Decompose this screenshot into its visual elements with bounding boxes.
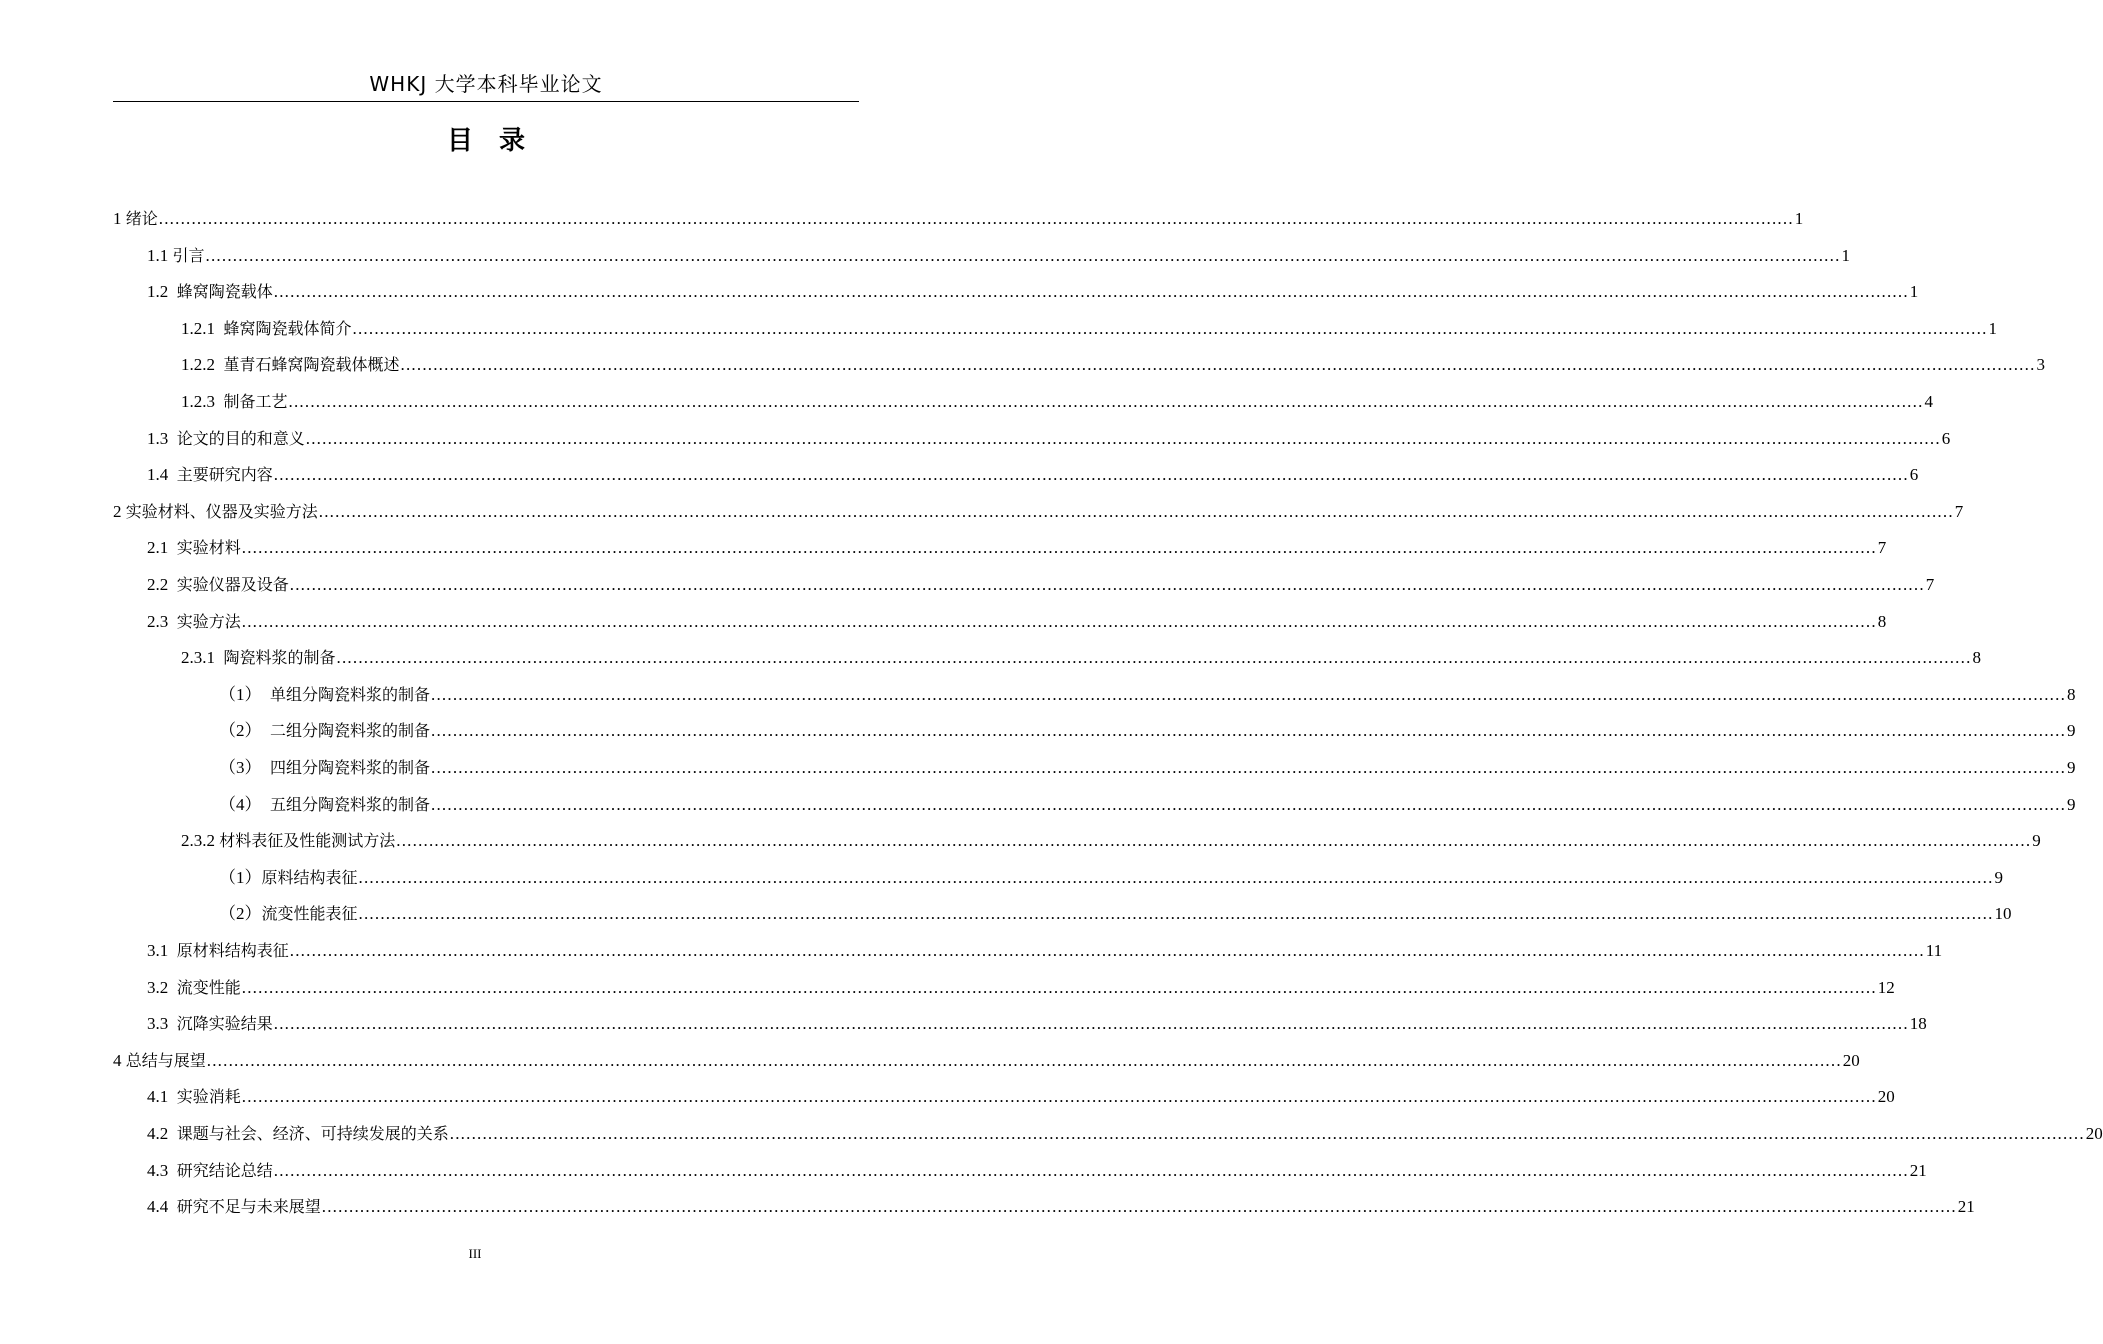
toc-entry-title: 陶瓷料浆的制备 xyxy=(223,648,336,668)
toc-entry-title: 四组分陶瓷料浆的制备 xyxy=(270,758,431,777)
toc-entry[interactable] xyxy=(147,1072,1895,1108)
toc-page-number: 8 xyxy=(1972,648,1982,668)
toc-dot-leader: ............................................................................................................................................................................................................................................................................................................ xyxy=(205,245,1841,265)
toc-dot-leader: ............................................................................................................................................................................................................................................................................................................ xyxy=(305,428,1941,448)
toc-entry-title: 流变性能表征 xyxy=(261,904,358,924)
toc-entry[interactable] xyxy=(147,523,1887,559)
toc-entry-number: （2） xyxy=(219,904,262,924)
toc-page-number: 10 xyxy=(1994,904,2012,924)
toc-entry-label xyxy=(113,501,318,523)
toc-dot-leader: ............................................................................................................................................................................................................................................................................................................ xyxy=(396,831,2032,851)
toc-title xyxy=(113,124,859,158)
toc-entry-number: （1） xyxy=(219,867,262,887)
toc-page-number: 8 xyxy=(2067,684,2076,704)
toc-entry[interactable] xyxy=(147,450,1919,486)
toc-entry-number: 4.4 xyxy=(147,1197,177,1217)
toc-entry[interactable] xyxy=(219,743,2076,779)
toc-entry-title: 总结与展望 xyxy=(125,1050,206,1070)
toc-dot-leader: ............................................................................................................................................................................................................................................................................................................ xyxy=(431,684,2067,704)
toc-page-number: 7 xyxy=(1925,575,1935,594)
toc-entry-title: 实验仪器及设备 xyxy=(176,575,289,594)
toc-entry-label xyxy=(219,867,358,889)
toc-entry[interactable] xyxy=(181,340,2046,376)
toc-entry-label xyxy=(181,391,288,413)
toc-page-number: 21 xyxy=(1909,1160,1927,1180)
toc-entry-label xyxy=(147,281,273,303)
toc-entry-label xyxy=(113,1050,206,1072)
toc-page-number: 20 xyxy=(1842,1050,1860,1070)
toc-entry-title: 研究不足与未来展望 xyxy=(176,1197,321,1217)
toc-entry-title: 绪论 xyxy=(125,209,158,228)
toc-entry[interactable] xyxy=(147,560,1935,596)
toc-entry-title: 制备工艺 xyxy=(223,392,288,411)
toc-entry-title: 主要研究内容 xyxy=(176,465,273,485)
toc-dot-leader: ............................................................................................................................................................................................................................................................................................................ xyxy=(431,721,2067,741)
toc-dot-leader: ............................................................................................................................................................................................................................................................................................................ xyxy=(273,465,1909,485)
toc-page-number: 7 xyxy=(1954,501,1964,521)
toc-dot-leader: ............................................................................................................................................................................................................................................................................................................ xyxy=(431,758,2067,777)
toc-dot-leader: ............................................................................................................................................................................................................................................................................................................ xyxy=(289,575,1925,594)
toc-page-number: 9 xyxy=(2067,794,2076,814)
toc-entry-label xyxy=(219,903,358,925)
toc-page-number: 8 xyxy=(1877,611,1887,631)
toc-page-number: 1 xyxy=(1988,318,1998,338)
toc-entry-label xyxy=(181,318,352,340)
toc-entry-number: 2 xyxy=(113,501,126,521)
toc-entry-label xyxy=(219,794,430,816)
toc-entry[interactable] xyxy=(147,231,1851,267)
toc-entry-title: 沉降实验结果 xyxy=(176,1014,273,1034)
toc-entry[interactable] xyxy=(147,963,1895,999)
toc-title-left: 目 xyxy=(446,126,473,156)
toc-entry-label xyxy=(219,720,430,742)
toc-entry-title: 流变性能 xyxy=(176,977,241,997)
toc-entry-number: （2） xyxy=(219,721,270,741)
toc-entry-number: 1.2.1 xyxy=(181,318,224,338)
toc-entry-title: 原料结构表征 xyxy=(261,867,358,887)
toc-entry[interactable] xyxy=(219,853,2004,889)
toc-page-number: 9 xyxy=(2032,831,2041,851)
toc-entry[interactable] xyxy=(219,889,2012,925)
running-header: WHKJ 大学本科毕业论文 xyxy=(369,72,603,96)
toc-dot-leader: ............................................................................................................................................................................................................................................................................................................ xyxy=(288,392,1924,411)
toc-entry[interactable] xyxy=(113,1036,1860,1072)
toc-dot-leader: ............................................................................................................................................................................................................................................................................................................ xyxy=(352,318,1988,338)
toc-entry-label xyxy=(147,464,273,486)
toc-entry-title: 研究结论总结 xyxy=(176,1160,273,1180)
toc-dot-leader: ............................................................................................................................................................................................................................................................................................................ xyxy=(273,1014,1909,1034)
toc-page-number: 1 xyxy=(1909,282,1919,302)
toc-entry-number: 3.3 xyxy=(147,1014,177,1034)
toc-page-number: 9 xyxy=(1994,867,2004,887)
toc-entry-title: 蜂窝陶瓷载体简介 xyxy=(223,318,352,338)
toc-entry-title: 课题与社会、经济、可持续发展的关系 xyxy=(176,1124,449,1143)
toc-entry-title: 单组分陶瓷料浆的制备 xyxy=(270,684,431,704)
toc-entry[interactable] xyxy=(181,377,1934,413)
toc-entry-number: 4.2 xyxy=(147,1124,177,1143)
toc-entry-number: 3.2 xyxy=(147,977,177,997)
toc-page-number: 18 xyxy=(1909,1014,1927,1034)
toc-entry-title: 实验消耗 xyxy=(176,1087,241,1107)
toc-entry-label xyxy=(181,830,395,852)
toc-entry-title: 引言 xyxy=(172,245,205,265)
toc-entry[interactable] xyxy=(147,1109,2103,1145)
toc-entry-title: 论文的目的和意义 xyxy=(176,428,305,448)
toc-page-number: 20 xyxy=(1877,1087,1895,1107)
toc-dot-leader: ............................................................................................................................................................................................................................................................................................................ xyxy=(273,282,1909,302)
toc-dot-leader: ............................................................................................................................................................................................................................................................................................................ xyxy=(241,538,1877,558)
toc-entry[interactable] xyxy=(147,926,1943,962)
toc-entry-title: 实验材料、仪器及实验方法 xyxy=(125,501,318,521)
toc-entry-label xyxy=(147,1196,321,1218)
toc-entry-number: 1.2 xyxy=(147,282,177,302)
toc-page-number: 1 xyxy=(1841,245,1851,265)
toc-entry-number: （1） xyxy=(219,684,270,704)
toc-page-number: 20 xyxy=(2085,1124,2103,1143)
toc-dot-leader: ............................................................................................................................................................................................................................................................................................................ xyxy=(158,209,1794,228)
toc-entry[interactable] xyxy=(219,706,2076,742)
toc-entry-number: 2.3 xyxy=(147,611,177,631)
toc-dot-leader: ............................................................................................................................................................................................................................................................................................................ xyxy=(321,1197,1957,1217)
toc-page-number: 3 xyxy=(2036,355,2046,375)
toc-entry-label xyxy=(181,647,336,669)
toc-entry-label xyxy=(113,208,158,230)
toc-entry-number: 2.3.2 xyxy=(181,831,220,851)
toc-entry-label xyxy=(147,977,241,999)
toc-entry-number: 1.3 xyxy=(147,428,177,448)
toc-entry[interactable] xyxy=(147,1146,1927,1182)
toc-entry[interactable] xyxy=(219,780,2076,816)
toc-entry-label xyxy=(147,537,241,559)
toc-entry[interactable] xyxy=(181,304,1998,340)
toc-entry[interactable] xyxy=(147,414,1951,450)
toc-entry[interactable] xyxy=(219,670,2076,706)
toc-dot-leader: ............................................................................................................................................................................................................................................................................................................ xyxy=(358,867,1994,887)
toc-dot-leader: ............................................................................................................................................................................................................................................................................................................ xyxy=(318,501,1954,521)
toc-page-number: 9 xyxy=(2067,721,2076,741)
toc-entry[interactable] xyxy=(147,1182,1975,1218)
toc-entry[interactable] xyxy=(147,267,1919,303)
page-number: III xyxy=(468,1246,482,1261)
toc-dot-leader: ............................................................................................................................................................................................................................................................................................................ xyxy=(449,1124,2085,1143)
toc-entry-label xyxy=(147,1013,273,1035)
toc-entry-title: 五组分陶瓷料浆的制备 xyxy=(270,794,431,814)
toc-entry-number: 2.2 xyxy=(147,575,177,594)
toc-entry[interactable] xyxy=(113,194,1804,230)
toc-entry-number: 2.1 xyxy=(147,538,177,558)
toc-entry-number: 1.2.3 xyxy=(181,392,224,411)
toc-entry-number: 1.4 xyxy=(147,465,177,485)
toc-dot-leader: ............................................................................................................................................................................................................................................................................................................ xyxy=(400,355,2036,375)
toc-entry-label xyxy=(219,684,430,706)
toc-entry-label xyxy=(147,1086,241,1108)
toc-entry[interactable] xyxy=(147,597,1887,633)
toc-title-right: 录 xyxy=(499,126,526,156)
toc-entry-number: 4 xyxy=(113,1050,126,1070)
toc-entry-number: （4） xyxy=(219,794,270,814)
toc-entry[interactable] xyxy=(113,487,1964,523)
toc-dot-leader: ............................................................................................................................................................................................................................................................................................................ xyxy=(273,1160,1909,1180)
toc-entry-number: 4.3 xyxy=(147,1160,177,1180)
toc-entry[interactable] xyxy=(181,816,2041,852)
toc-dot-leader: ............................................................................................................................................................................................................................................................................................................ xyxy=(241,1087,1877,1107)
toc-dot-leader: ............................................................................................................................................................................................................................................................................................................ xyxy=(241,977,1877,997)
toc-entry-label xyxy=(219,757,430,779)
toc-entry-number: 4.1 xyxy=(147,1087,177,1107)
toc-page-number: 1 xyxy=(1794,209,1804,228)
toc-dot-leader: ............................................................................................................................................................................................................................................................................................................ xyxy=(358,904,1994,924)
toc-dot-leader: ............................................................................................................................................................................................................................................................................................................ xyxy=(289,941,1925,960)
toc-entry-label xyxy=(147,940,289,962)
toc-page-number: 11 xyxy=(1925,941,1943,960)
header-rule xyxy=(113,101,859,102)
toc-entry-number: （3） xyxy=(219,758,270,777)
toc-page-number: 4 xyxy=(1924,392,1934,411)
toc-dot-leader: ............................................................................................................................................................................................................................................................................................................ xyxy=(241,611,1877,631)
toc-entry[interactable] xyxy=(147,999,1927,1035)
toc-page-number: 6 xyxy=(1941,428,1951,448)
toc-entry-label xyxy=(147,428,305,450)
toc-entry-title: 材料表征及性能测试方法 xyxy=(219,831,396,851)
toc-page-number: 9 xyxy=(2067,758,2076,777)
toc-entry-label xyxy=(147,1123,449,1145)
toc-dot-leader: ............................................................................................................................................................................................................................................................................................................ xyxy=(431,794,2067,814)
toc-entry-label xyxy=(147,1160,273,1182)
toc-page-number: 21 xyxy=(1957,1197,1975,1217)
toc-entry-title: 原材料结构表征 xyxy=(176,941,289,960)
toc-entry-number: 2.3.1 xyxy=(181,648,224,668)
toc-entry-number: 1.1 xyxy=(147,245,173,265)
toc-entry-label xyxy=(147,245,205,267)
toc-page-number: 7 xyxy=(1877,538,1887,558)
toc-entry-title: 蜂窝陶瓷载体 xyxy=(176,282,273,302)
toc-entry-label xyxy=(147,574,289,596)
toc-dot-leader: ............................................................................................................................................................................................................................................................................................................ xyxy=(336,648,1972,668)
toc-entry-number: 1.2.2 xyxy=(181,355,224,375)
toc-page-number: 12 xyxy=(1877,977,1895,997)
toc-page-number: 6 xyxy=(1909,465,1919,485)
toc-entry-label xyxy=(147,611,241,633)
toc-entry[interactable] xyxy=(181,633,1982,669)
toc-entry-title: 二组分陶瓷料浆的制备 xyxy=(270,721,431,741)
toc-entry-title: 实验方法 xyxy=(176,611,241,631)
toc-entry-title: 堇青石蜂窝陶瓷载体概述 xyxy=(223,355,400,375)
toc-entry-number: 3.1 xyxy=(147,941,177,960)
toc-entry-label xyxy=(181,354,400,376)
toc-entry-title: 实验材料 xyxy=(176,538,241,558)
toc-dot-leader: ............................................................................................................................................................................................................................................................................................................ xyxy=(206,1050,1842,1070)
toc-entry-number: 1 xyxy=(113,209,126,228)
